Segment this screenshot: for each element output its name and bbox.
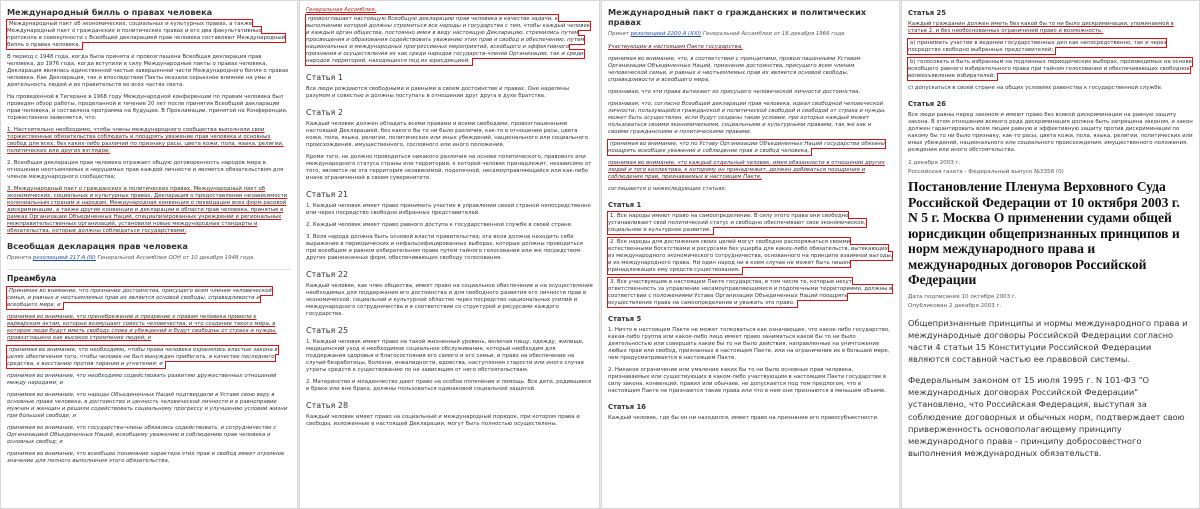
document-page-supreme-court-ruling xyxy=(901,0,1200,509)
article-text: Все люди равны перед законом и имеют право без всякой дискриминации на равную защиту закона. В этом отношении всякого рода дискриминация должна быть запрещена законом, и закон должен гарантировать всем лицам равную и эффективную защиту против дискриминации по какому бы то ни было признаку, как-то расы, цвета кожи, пола, языка, религии, политических или иных убеждений, национального или социального происхождения, имущественного положения, рождения или иного обстоятельства. xyxy=(908,112,1193,153)
preamble-item: принимая во внимание, что всеобщее понимание характера этих прав и свобод имеет огромное значение для полного выполнения этого обязательства, xyxy=(7,451,285,464)
preamble-item: принимая во внимание, что народы Объединенных Наций подтвердили в Уставе свою веру в основные права человека, в достоинство и ценность человеческой личности и в равноправие мужчин и женщин и решили содействовать социальному прогрессу и улучшению условий жизни при большей свободе; и xyxy=(7,392,288,419)
article-title: Статья 26 xyxy=(908,100,946,108)
publish-date: 2 декабря 2003 г. xyxy=(908,160,961,166)
article-title: Статья 28 xyxy=(306,401,349,410)
iccpr-title: Международный пакт о гражданских и политических правах xyxy=(608,7,867,27)
article-text: 2. Все народы для достижения своих целей могут свободно распоряжаться своими естественными богатствами и ресурсами без ущерба для каких-либо обязательств, вытекающих из международного экономического сотрудничества, основанного на принципе взаимной выгоды, и из международного права. Ни один народ ни в коем случае не может быть лишен принадлежащих ему средств существования. xyxy=(608,239,893,273)
published-date: Опубликован 2 декабря 2003 г. xyxy=(908,302,1002,309)
article-text: c) допускаться в своей стране на общих условиях равенства к государственной службе. xyxy=(908,85,1163,91)
source-line: Российская газета - Федеральный выпуск №3358 (0) xyxy=(908,169,1064,175)
bill-intro-2: В период с 1948 года, когда была принята и провозглашена Всеобщая декларация прав человека, до 1976 года, когда вступили в силу Международные пакты о правах человека, Декларация являлась единственной частью завершенной части Международного билля о правах человека. Как Декларация, так и впоследствии Пакты оказали серьезное влияние на умы и деятельность людей и их правительств во всех частях света. xyxy=(7,54,289,88)
document-page-iccpr xyxy=(601,0,900,509)
document-page-udhr-articles xyxy=(299,0,600,509)
article-title: Статья 1 xyxy=(306,73,343,82)
article-title: Статья 1 xyxy=(608,201,642,209)
iccpr-preamble: признавая, что, согласно Всеобщей декларации прав человека, идеал свободной человеческой личности, пользующейся гражданской и политической свободой и свободой от страха и нужды, может быть осуществлен, если будут созданы такие условия, при которых каждый может пользоваться своими экономическими, социальными и культурными правами, так же как и своими гражданскими и политическими правами, xyxy=(608,101,886,135)
article-title: Статья 22 xyxy=(306,270,349,279)
article-text: Каждый человек имеет право на социальный и международный порядок, при котором права и свободы, изложенные в настоящей Декларации, могут быть полностью осуществлены. xyxy=(306,414,580,427)
iccpr-preamble: принимая во внимание, что, в соответствии с принципами, провозглашенными Уставом Организации Объединенных Наций, признание достоинства, присущего всем членам человеческой семьи, и равных и неотъемлемых прав их является основой свободы, справедливости и всеобщего мира, xyxy=(608,56,861,83)
article-text: Все люди рождаются свободными и равными в своем достоинстве и правах. Они наделены разумом и совестью и должны поступать в отношении друг друга в духе братства. xyxy=(306,86,570,99)
iccpr-preamble: принимая во внимание, что по Уставу Организации Объединенных Наций государства обязаны поощрять всеобщее уважение и соблюдение прав и свобод человека, xyxy=(608,141,885,154)
bill-point-3: 3. Международный пакт о гражданских и политических правах, Международный пакт об экономических, социальных и культурных правах, Декларация о предоставлении независимости колониальным странам и народам, Международная конвенция о ликвидации всех форм расовой дискриминации, а также другие конвенции и декларации в области прав человека, принятые в рамках Организации Объединенных Наций, специализированных учреждений и региональных межправительственных организаций, установили новые международные стандарты и обязательства, которые должны соблюдаться государствами; xyxy=(7,186,288,234)
iccpr-preamble: принимая во внимание, что каждый отдельный человек, имея обязанности в отношении других людей и того коллектива, к которому он принадлежит, должен добиваться поощрения и соблюдения прав, признаваемых в настоящем Пакте, xyxy=(608,160,885,180)
iccpr-preamble: соглашаются о нижеследующих статьях: xyxy=(608,186,727,192)
udhr-title: Всеобщая декларация прав человека xyxy=(7,241,188,251)
article-text: 3. Все участвующие в настоящем Пакте государства, в том числе те, которые несут ответственность за управление несамоуправляющимися и подопечными территориями, должны в соответствии с положениями Устава Организации Объединенных Наций поощрять осуществление права на самоопределение и уважать это право. xyxy=(608,279,893,306)
article-text: a) принимать участие в ведении государственных дел как непосредственно, так и через посредство свободно выбранных представителей; xyxy=(908,40,1167,53)
article-title: Статья 16 xyxy=(608,403,646,411)
ruling-body-2: Федеральным законом от 15 июля 1995 г. N 101-ФЗ "О международных договорах Российской Федерации" установлено, что Российская Федерация, выступая за соблюдение договорных и обычных норм, подтверждает свою приверженность основополагающему принципу международного права - принципу добросовестного выполнения международных обязательств. xyxy=(908,374,1185,459)
article-text: 1. Ничто в настоящем Пакте не может толковаться как означающее, что какое-либо государство, какая-либо группа или какое-либо лицо имеет право заниматься какой бы то ни было деятельностью или совершать какие бы то ни было действия, направленные на уничтожение любых прав или свобод, признанных в настоящем Пакте, или на ограничение их в большей мере, чем предусматривается в настоящем Пакте. xyxy=(608,327,890,361)
preamble-item: Принимая во внимание, что признание достоинства, присущего всем членам человеческой семьи, и равных и неотъемлемых прав их является основой свободы, справедливости и всеобщего мира; и xyxy=(7,288,272,308)
ruling-title: Постановление Пленума Верховного Суда Российской Федерации от 10 октября 2003 г. N 5 г. Москва О применении судами общей юрисдикции общепризнанных принципов и норм международного права и международных договоров Российской Федерации xyxy=(908,179,1180,287)
bill-point-1: 1. Настоятельно необходимо, чтобы члены международного сообщества выполняли свои торжественные обязательства соблюдать и поощрять уважение прав человека и основных свобод для всех, без каких-либо различий по признаку расы, цвета кожи, пола, языка, религии, политических или других взглядов; xyxy=(7,127,284,154)
iccpr-meta: Принят резолюцией 2200 A (XXI) Генеральной Ассамблеи от 16 декабря 1966 года xyxy=(608,31,845,37)
article-text: b) голосовать и быть избранным на подлинных периодических выборах, производимых на основе всеобщего равного избирательного права при тайном голосовании и обеспечивающих свободное волеизъявление избирателей; xyxy=(908,59,1192,79)
article-text: Каждый человек, как член общества, имеет право на социальное обеспечение и на осуществление необходимых для поддержания его достоинства и для свободного развития его личности прав в экономической, социальной и культурной областях через посредство национальных усилий и международного сотрудничества и в соответствии со структурой и ресурсами каждого государства. xyxy=(306,283,593,317)
signed-date: Дата подписания 10 октября 2003 г. xyxy=(908,293,1017,300)
article-title: Статья 2 xyxy=(306,108,343,117)
article-title: Статья 21 xyxy=(306,190,349,199)
article-text: 3. Воля народа должна быть основой власти правительства; эта воля должна находить себе выражение в периодических и нефальсифицированных выборах, которые должны проводиться при всеобщем и равном избирательном праве путем тайного голосования или же посредством других равнозначных форм, обеспечивающих свободу голосования. xyxy=(306,234,583,261)
article-text: 1. Каждый человек имеет право на такой жизненный уровень, включая пищу, одежду, жилище, медицинский уход и необходимое социальное обслуживание, который необходим для поддержания здоровья и благосостояния его самого и его семьи, и право на обеспечение на случай безработицы, болезни, инвалидности, вдовства, наступления старости или иного случая утраты средств к существованию по не зависящим от него обстоятельствам. xyxy=(306,339,584,373)
general-assembly-label: Генеральная Ассамблея, xyxy=(306,7,377,13)
preamble-item: принимая во внимание, что пренебрежение и презрение к правам человека привели к варварским актам, которые возмущают совесть человечества, и что создание такого мира, в котором люди будут иметь свободу слова и убеждений и будут свободны от страха и нужды, провозглашено как высокое стремление людей; и xyxy=(7,314,277,341)
article-text: 2. Никакое ограничение или умаление каких бы то ни было основных прав человека, признаваемых или существующих в каком-либо участвующем в настоящем Пакте государстве в силу закона, конвенций, правил или обычаев, не допускается под тем предлогом, что в настоящем Пакте не признаются такие права или что в нем они признаются в меньшем объеме. xyxy=(608,367,887,394)
article-text: Каждый гражданин должен иметь без какой бы то ни было дискриминации, упоминаемой в статье 2, и без необоснованных ограничений право и возможность: xyxy=(908,21,1174,34)
ruling-body-1: Общепризнанные принципы и нормы международного права и международные договоры Российской Федерации согласно части 4 статьи 15 Конституции Российской Федерации являются составной частью ее правовой системы. xyxy=(908,317,1188,365)
bill-intro-3: На проведенной в Тегеране в 1968 году Международной конференции по правам человека был проведен обзор работы, проделанной в течение 20 лет после принятия Всеобщей декларации прав человека, и составлена программа на будущее. В Прокламации, принятой на Конференции, торжественно заявляется, что: xyxy=(7,94,288,121)
article-text: 2. Материнство и младенчество дают право на особое попечение и помощь. Все дети, родившиеся в браке или вне брака, должны пользоваться одинаковой социальной защитой. xyxy=(306,379,592,392)
article-text: Каждый человек должен обладать всеми правами и всеми свободами, провозглашенными настоящей Декларацией, без какого бы то ни было различия, как-то в отношении расы, цвета кожи, пола, языка, религии, политических или иных убеждений, национального или социального происхождения, имущественного, сословного или иного положения. xyxy=(306,121,589,148)
preamble-title: Преамбула xyxy=(7,269,291,283)
article-title: Статья 5 xyxy=(608,315,642,323)
article-title: Статья 25 xyxy=(908,9,946,17)
preamble-item: принимая во внимание, что необходимо содействовать развитию дружественных отношений между народами; и xyxy=(7,373,277,386)
participants-line: Участвующие в настоящем Пакте государства, xyxy=(608,44,743,50)
preamble-item: принимая во внимание, что государства-члены обязались содействовать, в сотрудничестве с Организацией Объединенных Наций, всеобщему уважению и соблюдению прав человека и основных свобод; и xyxy=(7,425,277,445)
bill-point-2: 2. Всеобщая декларация прав человека отражает общую договоренность народов мира в отношении неотъемлемых и нерушимых прав каждой личности и является обязательством для членов международного сообщества; xyxy=(7,160,284,180)
article-text: Кроме того, не должно проводиться никакого различия на основе политического, правового или международного статуса страны или территории, к которой человек принадлежит, независимо от того, является ли эта территория независимой, подопечной, несамоуправляющейся или как-либо иначе ограниченной в своем суверенитете. xyxy=(306,154,592,181)
bill-intro-1: Международный пакт об экономических, социальных и культурных правах, а также Международный пакт о гражданских и политических правах и его два факультативных протокола в совокупности с Всеобщей декларацией прав человека составляют Международный билль о правах человека. xyxy=(7,21,286,48)
article-text: Каждый человек, где бы он ни находился, имеет право на признание его правосубъектности. xyxy=(608,415,879,421)
article-title: Статья 25 xyxy=(306,326,349,335)
article-text: 1. Все народы имеют право на самоопределение. В силу этого права они свободно устанавливают свой политический статус и свободно обеспечивают свое экономическое, социальное и культурное развитие. xyxy=(608,213,866,233)
proclamation-text: провозглашает настоящую Всеобщую декларацию прав человека в качестве задачи, к выполнению которой должны стремиться все народы и государства с тем, чтобы каждый человек и каждый орган общества, постоянно имея в виду настоящую Декларацию, стремились путем просвещения и образования содействовать уважению этих прав и свобод и обеспечению, путем национальных и международных прогрессивных мероприятий, всеобщего и эффективного признания и осуществления их как среди народов государств-членов Организации, так и среди народов территорий, находящихся под их юрисдикцией. xyxy=(306,16,591,64)
article-text: 2. Каждый человек имеет право равного доступа к государственной службе в своей стране. xyxy=(306,222,573,228)
resolution-link[interactable]: резолюцией 2200 A (XXI) xyxy=(630,31,702,37)
preamble-item: принимая во внимание, что необходимо, чтобы права человека охранялись властью закона в целях обеспечения того, чтобы человек не был вынужден прибегать, в качестве последнего средства, к восстанию против тирании и угнетения; и xyxy=(7,347,278,367)
document-page-bill-of-rights xyxy=(0,0,298,509)
udhr-meta: Принята резолюцией 217 A (III) Генеральной Ассамблеи ООН от 10 декабря 1948 года xyxy=(7,255,254,261)
bill-title: Международный билль о правах человека xyxy=(7,7,213,17)
resolution-link[interactable]: резолюцией 217 A (III) xyxy=(32,255,96,261)
iccpr-preamble: признавая, что эти права вытекают из присущего человеческой личности достоинства, xyxy=(608,89,861,95)
article-text: 1. Каждый человек имеет право принимать участие в управлении своей страной непосредственно или через посредство свободно избранных представителей. xyxy=(306,203,591,216)
